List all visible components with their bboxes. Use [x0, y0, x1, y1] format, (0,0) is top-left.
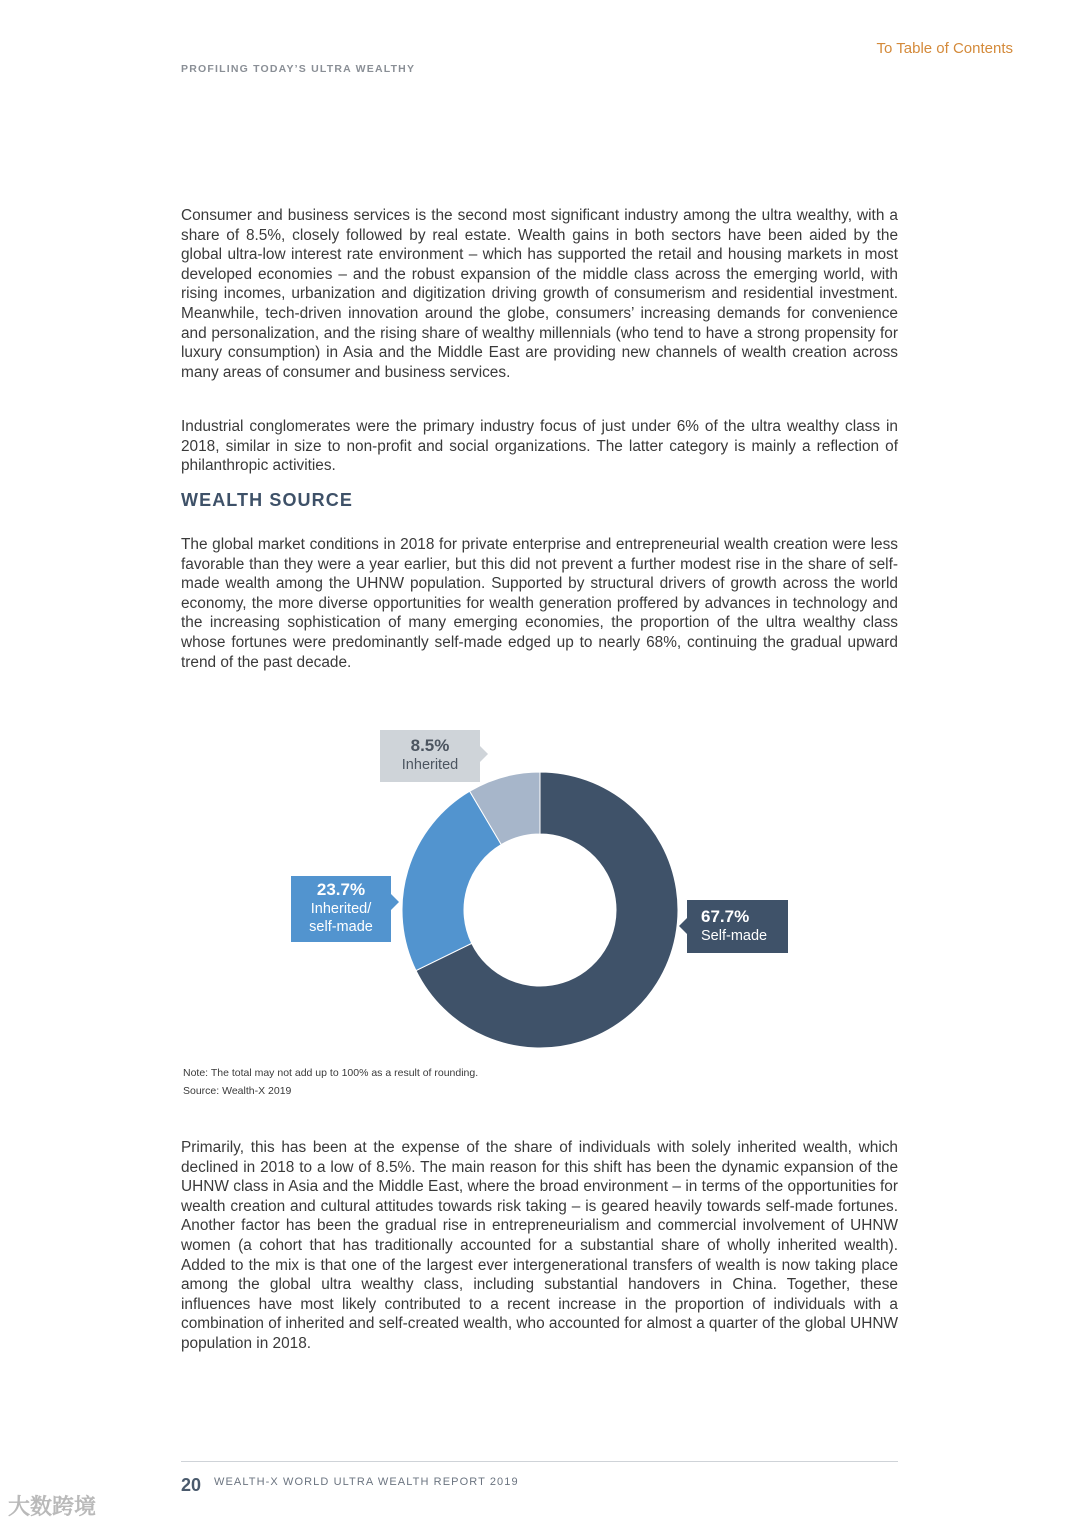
- callout-inherited-self-made: [291, 876, 391, 942]
- paragraph-wealth-source: The global market conditions in 2018 for private enterprise and entrepreneurial wealth creation were less favorable than they were a year earlier, but this did not prevent a further modest rise in the share of self-made wealth among the UHNW population. Supported by structural drivers of growth across the world economy, the more diverse opportunities for wealth generation proffered by advances in technology and the increasing sophistication of many emerging economies, the proportion of the ultra wealthy class whose fortunes were predominantly self-made edged up to nearly 68%, continuing the gradual upward trend of the past decade.: [181, 536, 898, 671]
- callout-self-pointer: [679, 918, 687, 934]
- callout-mixed-pct: 23.7%: [316, 880, 366, 899]
- callout-self-label: Self-made: [701, 928, 768, 944]
- chart-source: Source: Wealth-X 2019: [183, 1085, 292, 1097]
- paragraph-consumer-services: Consumer and business services is the second most significant industry among the ultra wealthy, with a share of 8.5%, closely followed by real estate. Wealth gains in both sectors have been aided by the global ultra-low interest rate environment – which has supported the retail and housing markets in most developed economies – and the robust expansion of the middle class across the emerging world, with rising incomes, urbanization and digitization driving growth of consumerism and residential investment. Meanwhile, tech-driven innovation around the globe, consumers’ increasing demands for convenience and personalization, and the rising share of wealthy millennials (who tend to have a strong propensity for luxury consumption) in Asia and the Middle East are providing new channels of wealth creation across many areas of consumer and business services.: [181, 207, 898, 381]
- chart-note: Note: The total may not add up to 100% as a result of rounding.: [183, 1067, 479, 1079]
- section-title-wealth-source: WEALTH SOURCE: [181, 490, 353, 510]
- callout-inherited-label: Inherited: [401, 757, 459, 773]
- callout-mixed-label-line1: Inherited/: [310, 901, 372, 917]
- callout-mixed-label-line2: self-made: [309, 919, 373, 935]
- callout-self-made: [687, 900, 788, 953]
- paragraph-industrial-conglomerates: Industrial conglomerates were the primary industry focus of just under 6% of the ultra wealthy class in 2018, similar in size to non-profit and social organizations. The latter category is mainly a reflection of philanthropic activities.: [181, 418, 898, 475]
- callout-mixed-pointer: [391, 894, 399, 910]
- table-of-contents-link[interactable]: To Table of Contents: [876, 40, 1013, 57]
- paragraph-inherited-decline: Primarily, this has been at the expense of the share of individuals with solely inherited wealth, which declined in 2018 to a low of 8.5%. The main reason for this shift has been the dynamic expansion of the UHNW class in Asia and the Middle East, where the broad environment – in terms of the opportunities for wealth creation and cultural attitudes towards risk taking – is geared heavily towards self-made fortunes. Another factor has been the gradual rise in entrepreneurialism and commercial involvement of UHNW women (a cohort that has traditionally accounted for a substantial share of wholly inherited wealth). Added to the mix is that one of the largest ever intergenerational transfers of wealth is now taking place among the global ultra wealthy class, including substantial handovers in China. Together, these influences have most likely contributed to a recent increase in the proportion of individuals with a combination of inherited and self-created wealth, who accounted for almost a quarter of the global UHNW population in 2018.: [181, 1139, 898, 1352]
- callout-self-pct: 67.7%: [701, 907, 750, 926]
- watermark-logo: 大数跨境: [8, 1494, 97, 1519]
- running-head: PROFILING TODAY’S ULTRA WEALTHY: [181, 63, 416, 75]
- callout-inherited-pointer: [480, 746, 488, 762]
- callout-inherited-pct: 8.5%: [410, 736, 450, 755]
- footer-divider: [181, 1461, 898, 1462]
- page-number: 20: [181, 1475, 202, 1495]
- footer-report-title: WEALTH-X WORLD ULTRA WEALTH REPORT 2019: [214, 1476, 519, 1488]
- callout-inherited: [380, 730, 480, 782]
